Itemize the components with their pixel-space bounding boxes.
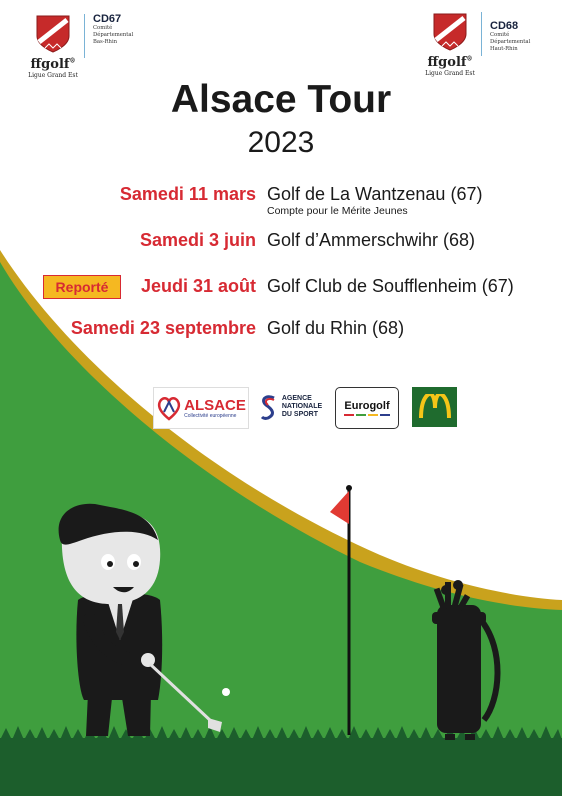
event-date: Samedi 3 juin xyxy=(139,230,256,250)
sponsor-ans-logo xyxy=(254,387,328,427)
event-date: Samedi 23 septembre xyxy=(70,318,256,338)
event-venue: Golf de La Wantzenau (67) xyxy=(267,184,483,204)
logo-divider xyxy=(84,14,85,58)
ans-logo-icon xyxy=(260,394,278,420)
postponed-badge: Reporté xyxy=(43,275,121,299)
ffgolf-crest xyxy=(28,14,78,79)
eurogolf-color-bar xyxy=(344,414,390,416)
mcdonalds-arches-icon xyxy=(418,394,452,420)
sponsor-mcdonalds-logo xyxy=(412,387,457,427)
alsace-name: ALSACE xyxy=(184,396,246,414)
event-date: Jeudi 31 août xyxy=(140,276,256,296)
event-venue: Golf du Rhin (68) xyxy=(267,318,405,338)
ligue-label: Ligue Grand Est xyxy=(28,72,78,79)
alsace-heart-icon xyxy=(156,395,182,421)
ffgolf-wordmark: ffgolf® xyxy=(427,55,473,70)
alsace-tagline: Collectivité européenne xyxy=(184,412,237,419)
ans-line3: DU SPORT xyxy=(281,411,319,418)
ffgolf-wordmark: ffgolf® xyxy=(30,57,76,72)
eurogolf-name: Eurogolf xyxy=(344,400,390,412)
event-venue: Golf d’Ammerschwihr (68) xyxy=(267,230,476,250)
cd-subtitle: Comité Départemental Bas-Rhin xyxy=(93,25,134,45)
shield-icon xyxy=(35,14,71,54)
logo-divider xyxy=(481,12,482,56)
year-label: 2023 xyxy=(247,126,315,159)
ffgolf-cd68-logo xyxy=(425,12,530,77)
sponsor-eurogolf-logo xyxy=(335,387,399,429)
ffgolf-cd67-logo xyxy=(28,14,133,79)
event-note: Compte pour le Mérite Jeunes xyxy=(267,205,408,217)
ffgolf-crest xyxy=(425,12,475,77)
ans-line1: AGENCE xyxy=(281,395,312,402)
ligue-label: Ligue Grand Est xyxy=(425,70,475,77)
shield-icon xyxy=(432,12,468,52)
cd-subtitle: Comité Départemental Haut-Rhin xyxy=(490,32,531,52)
event-venue: Golf Club de Soufflenheim (67) xyxy=(267,276,514,296)
page-title: Alsace Tour xyxy=(170,78,392,121)
grass-strip xyxy=(0,738,562,796)
cd-label: CD67 xyxy=(93,13,122,25)
ans-line2: NATIONALE xyxy=(281,403,323,410)
event-date: Samedi 11 mars xyxy=(119,184,256,204)
sponsor-alsace-logo xyxy=(153,387,249,429)
cd-label: CD68 xyxy=(490,20,519,32)
title-block xyxy=(0,78,562,122)
